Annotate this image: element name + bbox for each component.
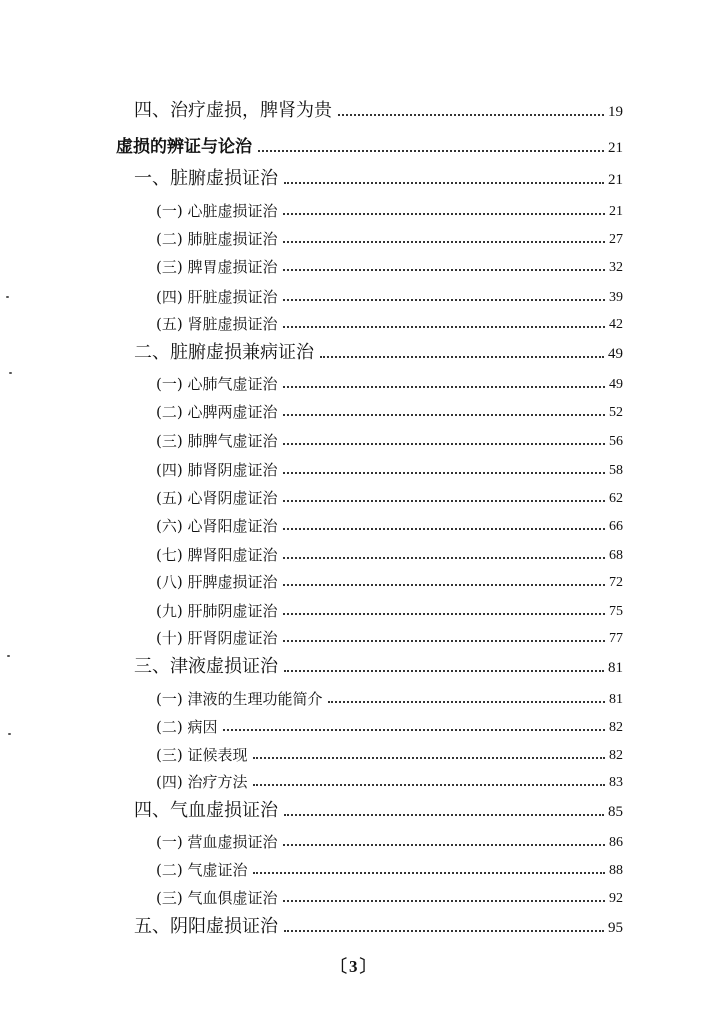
dot-leader [283, 268, 605, 271]
dot-leader [283, 612, 605, 615]
toc-entry-title: (四) 治疗方法 [156, 773, 248, 791]
toc-entry-title: (四) 肺肾阴虚证治 [156, 461, 278, 479]
toc-entry [156, 681, 623, 707]
toc-entry-page: 81 [609, 692, 623, 707]
toc-entry-title: (十) 肝肾阴虚证治 [156, 629, 278, 647]
toc-entry [156, 880, 623, 906]
toc-entry [156, 593, 623, 619]
toc-entry-page: 21 [608, 172, 623, 188]
toc-entry-title: (五) 心肾阴虚证治 [156, 489, 278, 507]
toc-entry-title: (七) 脾肾阳虚证治 [156, 546, 278, 564]
dot-leader [284, 929, 604, 932]
toc-entry-page: 58 [609, 463, 623, 478]
toc-entry-page: 52 [609, 405, 623, 420]
dot-leader [283, 471, 605, 474]
dot-leader [283, 899, 605, 902]
toc-entry [156, 737, 623, 763]
toc-entry-title: 四、气血虚损证治 [134, 800, 278, 821]
toc-entry-page: 56 [609, 434, 623, 449]
toc-entry-title: (二) 心脾两虚证治 [156, 403, 278, 421]
toc-entry-title: (八) 肝脾虚损证治 [156, 573, 278, 591]
toc-entry-page: 85 [608, 804, 623, 820]
toc-entry-page: 82 [609, 748, 623, 763]
scan-speck [7, 655, 10, 657]
dot-leader [283, 556, 605, 559]
toc-entry-page: 68 [609, 548, 623, 563]
dot-leader [338, 113, 604, 116]
dot-leader [283, 212, 605, 215]
toc-entry-title: (二) 气虚证治 [156, 861, 248, 879]
toc-entry-page: 39 [609, 290, 623, 305]
toc-entry-page: 21 [608, 140, 623, 156]
dot-leader [283, 325, 605, 328]
toc-entry [156, 366, 623, 392]
toc-entry [156, 221, 623, 247]
toc-entry [156, 852, 623, 878]
toc-entry-page: 82 [609, 720, 623, 735]
toc-entry-title: (一) 津液的生理功能简介 [156, 690, 323, 708]
dot-leader [253, 756, 605, 759]
toc-entry-title: (三) 脾胃虚损证治 [156, 258, 278, 276]
toc-entry [156, 764, 623, 790]
toc-entry-title: 三、津液虚损证治 [134, 656, 278, 677]
dot-leader [284, 669, 604, 672]
toc-entry-page: 62 [609, 491, 623, 506]
toc-entry-page: 72 [609, 575, 623, 590]
toc-entry-title: (四) 肝脏虚损证治 [156, 288, 278, 306]
toc-entry [156, 709, 623, 735]
toc-entry-page: 86 [609, 835, 623, 850]
dot-leader [283, 385, 605, 388]
toc-entry [156, 394, 623, 420]
dot-leader [284, 813, 604, 816]
toc-entry-page: 42 [609, 317, 623, 332]
toc-entry-page: 75 [609, 604, 623, 619]
dot-leader [283, 298, 605, 301]
toc-entry-page: 95 [608, 920, 623, 936]
toc-entry-title: 五、阴阳虚损证治 [134, 916, 278, 937]
toc-entry-page: 27 [609, 232, 623, 247]
toc-entry [134, 94, 623, 120]
toc-entry [156, 306, 623, 332]
toc-entry [134, 336, 623, 362]
toc-entry-title: (一) 营血虚损证治 [156, 833, 278, 851]
toc-entry-title: (二) 肺脏虚损证治 [156, 230, 278, 248]
toc-entry [156, 508, 623, 534]
toc-entry [156, 537, 623, 563]
dot-leader [283, 583, 605, 586]
toc-entry-title: (九) 肝肺阴虚证治 [156, 602, 278, 620]
toc-entry [134, 794, 623, 820]
toc-entry-page: 88 [609, 863, 623, 878]
toc-entry-title: 虚损的辨证与论治 [116, 137, 252, 157]
toc-entry-title: (三) 气血俱虚证治 [156, 889, 278, 907]
dot-leader [328, 700, 605, 703]
toc-entry-title: (一) 心肺气虚证治 [156, 375, 278, 393]
scan-speck [9, 372, 12, 374]
dot-leader [258, 149, 604, 152]
scan-speck [8, 733, 11, 735]
toc-entry-page: 49 [609, 377, 623, 392]
dot-leader [223, 728, 605, 731]
dot-leader [283, 240, 605, 243]
toc-entry-page: 49 [608, 346, 623, 362]
toc-entry-page: 19 [608, 104, 623, 120]
toc-entry [116, 130, 623, 156]
toc-entry [156, 824, 623, 850]
toc-entry-page: 32 [609, 260, 623, 275]
toc-entry [156, 620, 623, 646]
toc-entry [134, 910, 623, 936]
dot-leader [283, 442, 605, 445]
dot-leader [283, 499, 605, 502]
toc-entry-title: (三) 肺脾气虚证治 [156, 432, 278, 450]
toc-entry-title: (二) 病因 [156, 718, 218, 736]
toc-entry-title: (一) 心脏虚损证治 [156, 202, 278, 220]
toc-entry-page: 77 [609, 631, 623, 646]
dot-leader [283, 413, 605, 416]
toc-entry-title: 一、脏腑虚损证治 [134, 168, 278, 189]
scan-speck [6, 296, 9, 298]
toc-entry [156, 452, 623, 478]
toc-entry-page: 83 [609, 775, 623, 790]
toc-entry-title: (三) 证候表现 [156, 746, 248, 764]
page-number: 〔3〕 [330, 957, 379, 976]
toc-entry-title: (五) 肾脏虚损证治 [156, 315, 278, 333]
dot-leader [283, 527, 605, 530]
toc-entry [156, 193, 623, 219]
dot-leader [253, 783, 605, 786]
toc-entry [156, 249, 623, 275]
toc-entry [134, 162, 623, 188]
toc-entry-title: 四、治疗虚损，脾肾为贵 [134, 100, 332, 121]
dot-leader [283, 843, 605, 846]
toc-entry [156, 480, 623, 506]
toc-entry-page: 92 [609, 891, 623, 906]
toc-entry-page: 81 [608, 660, 623, 676]
toc-entry-title: (六) 心肾阳虚证治 [156, 517, 278, 535]
toc-entry-page: 66 [609, 519, 623, 534]
toc-entry-page: 21 [609, 204, 623, 219]
dot-leader [283, 639, 605, 642]
toc-entry-title: 二、脏腑虚损兼病证治 [134, 342, 314, 363]
toc-entry [156, 279, 623, 305]
toc-entry [156, 564, 623, 590]
dot-leader [320, 355, 604, 358]
toc-entry [134, 650, 623, 676]
dot-leader [284, 181, 604, 184]
dot-leader [253, 871, 605, 874]
toc-entry [156, 423, 623, 449]
